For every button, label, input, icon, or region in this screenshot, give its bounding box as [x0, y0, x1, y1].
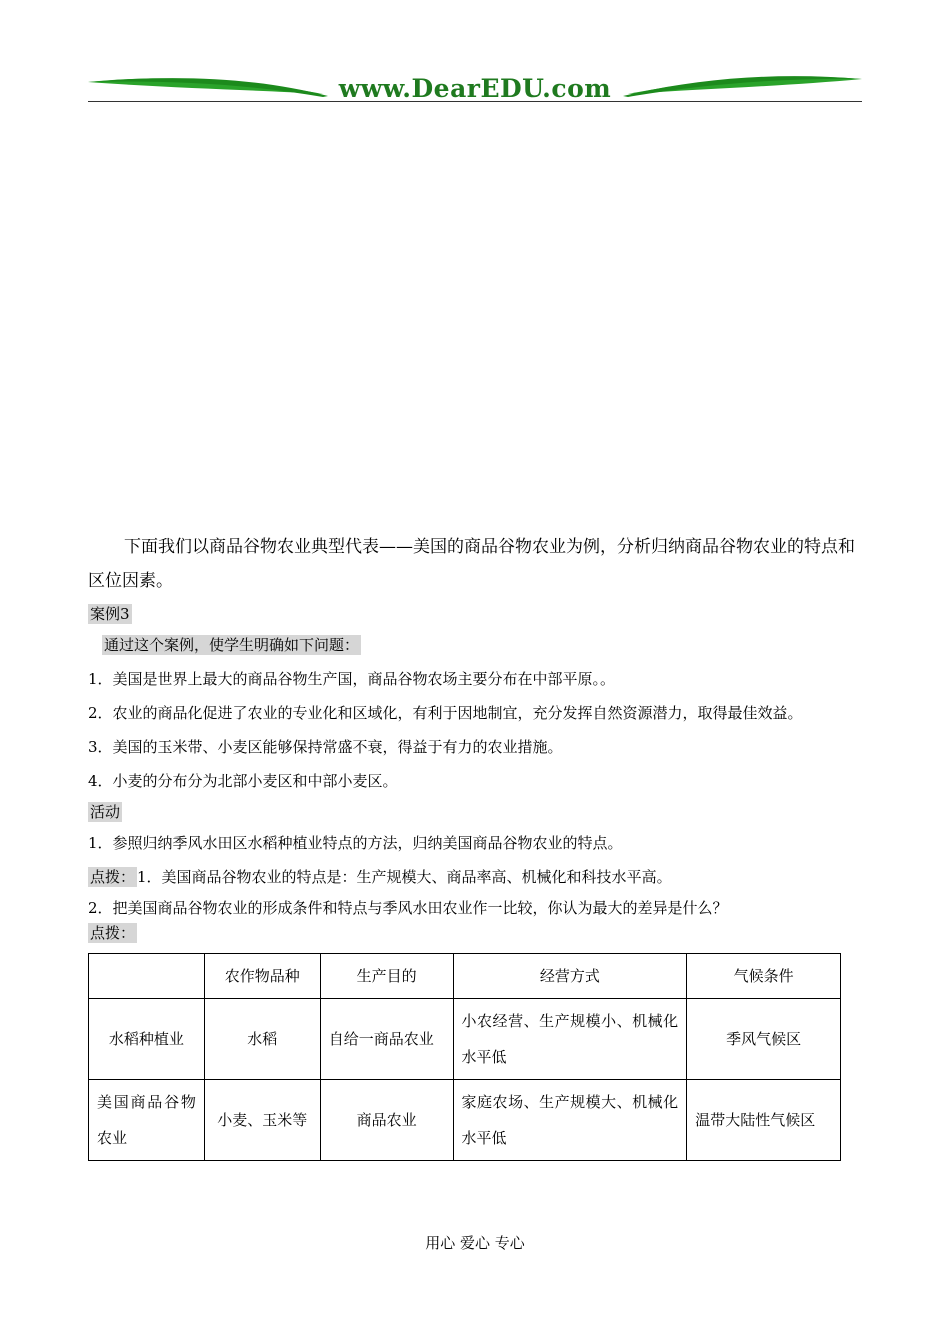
- table-cell: 商品农业: [320, 1080, 453, 1161]
- activity-label: 活动: [90, 803, 121, 821]
- case-label: 案例3: [90, 605, 130, 623]
- hint-1-line: [88, 860, 862, 894]
- case-prompt-line: [88, 628, 862, 662]
- intro-paragraph: 下面我们以商品谷物农业典型代表——美国的商品谷物农业为例，分析归纳商品谷物农业的特点和区位因素。: [88, 537, 855, 591]
- table-cell: 小农经营、生产规模小、机械化水平低: [453, 999, 687, 1080]
- case-prompt: 通过这个案例，使学生明确如下问题：: [104, 636, 360, 654]
- table-header-cell: 农作物品种: [204, 954, 320, 999]
- table-header-row: [89, 954, 841, 999]
- comparison-table: [88, 953, 841, 1161]
- table-header-cell: 生产目的: [320, 954, 453, 999]
- document-body: [88, 530, 862, 944]
- activity-question-2: 2．把美国商品谷物农业的形成条件和特点与季风水田农业作一比较，你认为最大的差异是什么？: [88, 899, 728, 917]
- table-row: [89, 1080, 841, 1161]
- table-cell: 水稻: [204, 999, 320, 1080]
- table-row: [89, 999, 841, 1080]
- site-brand: www.DearEDU.com: [338, 74, 612, 103]
- case-point: 1．美国是世界上最大的商品谷物生产国，商品谷物农场主要分布在中部平原。。: [88, 670, 616, 688]
- case-label-line: [88, 600, 862, 628]
- table-header-cell: [89, 954, 205, 999]
- table-cell: 小麦、玉米等: [204, 1080, 320, 1161]
- activity-label-line: [88, 798, 862, 826]
- header-divider: [88, 101, 862, 102]
- hint-label: 点拨：: [90, 868, 136, 886]
- table-header-cell: 气候条件: [687, 954, 841, 999]
- table-cell: 美国商品谷物农业: [89, 1080, 205, 1161]
- table-cell: 季风气候区: [687, 999, 841, 1080]
- case-point: 4．小麦的分布分为北部小麦区和中部小麦区。: [88, 772, 398, 790]
- table-header-cell: 经营方式: [453, 954, 687, 999]
- table-cell: 温带大陆性气候区: [687, 1080, 841, 1161]
- table-cell: 自给一商品农业: [320, 999, 453, 1080]
- table-cell: 家庭农场、生产规模大、机械化水平低: [453, 1080, 687, 1161]
- activity-question-1: 1．参照归纳季风水田区水稻种植业特点的方法，归纳美国商品谷物农业的特点。: [88, 834, 623, 852]
- page-footer: 用心 爱心 专心: [425, 1234, 525, 1252]
- table-cell: 水稻种植业: [89, 999, 205, 1080]
- case-point: 3．美国的玉米带、小麦区能够保持常盛不衰，得益于有力的农业措施。: [88, 738, 563, 756]
- case-point: 2．农业的商品化促进了农业的专业化和区域化，有利于因地制宜，充分发挥自然资源潜力，取得最佳效益。: [88, 704, 803, 722]
- hint-1-text: 1．美国商品谷物农业的特点是：生产规模大、商品率高、机械化和科技水平高。: [137, 868, 672, 886]
- hint-label: 点拨：: [90, 924, 136, 942]
- hint-2-line: [88, 922, 862, 944]
